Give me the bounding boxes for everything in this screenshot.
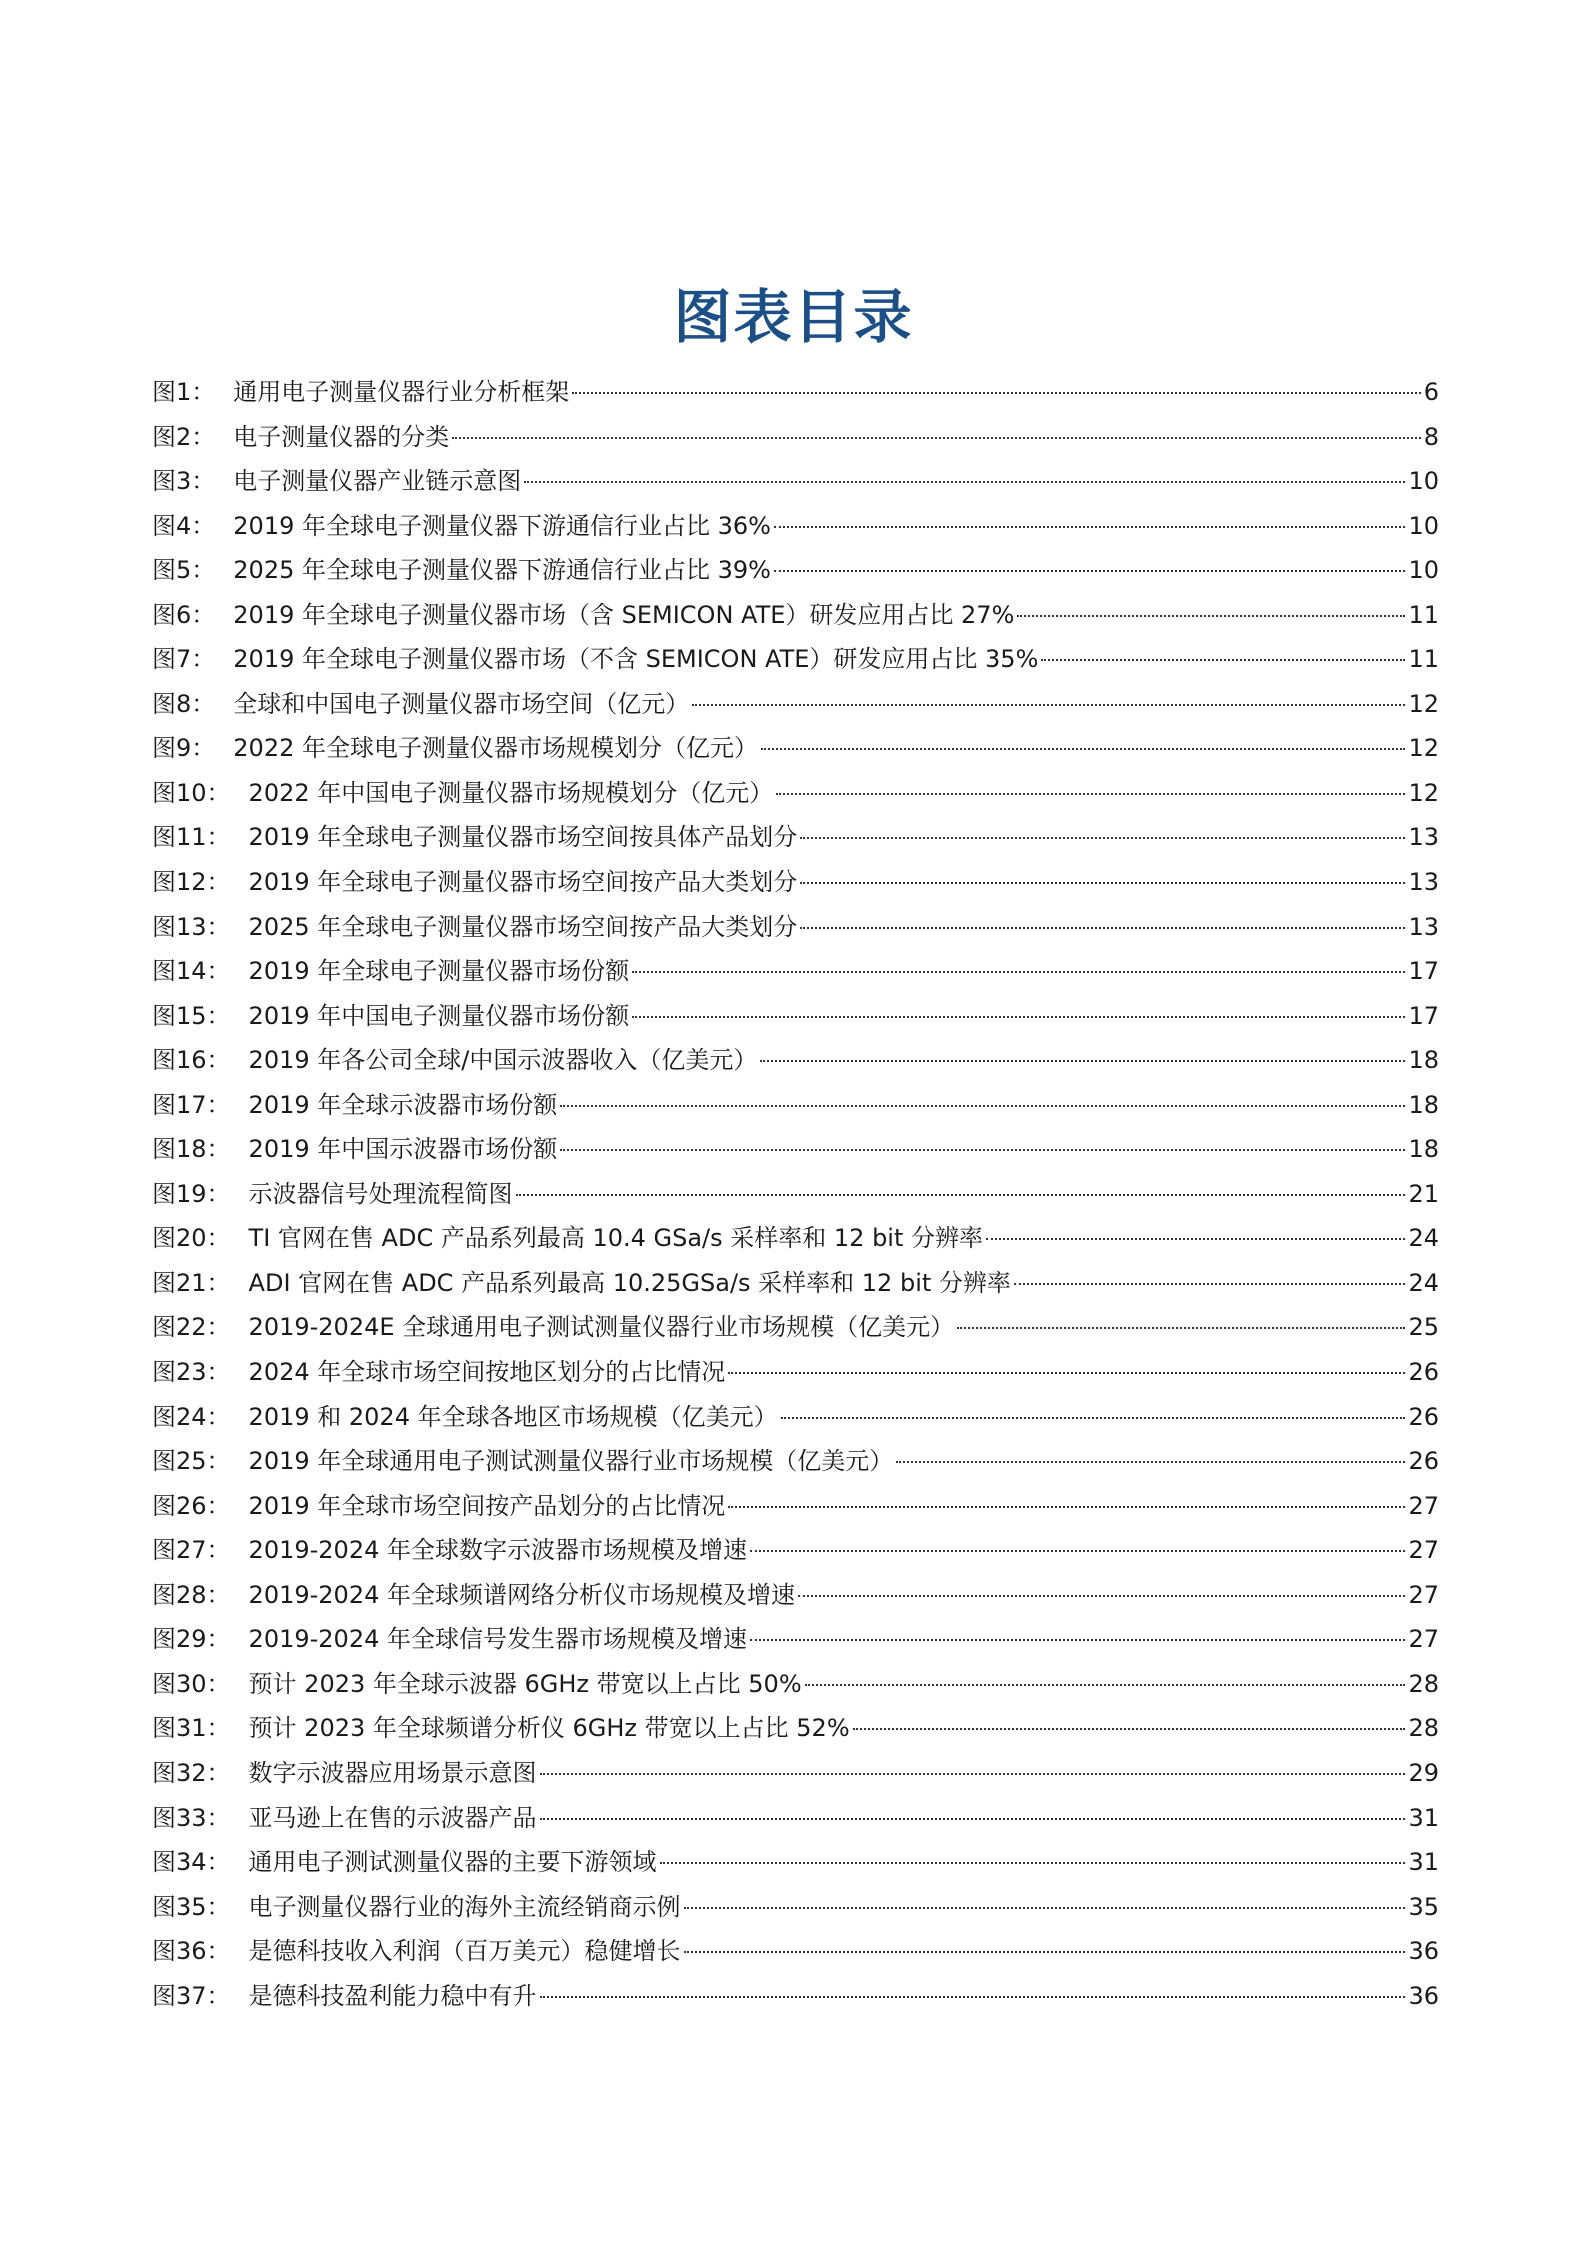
dot-leader (986, 1238, 1405, 1240)
figure-table-of-contents (152, 370, 1439, 2018)
toc-entry-page-number: 12 (1408, 689, 1439, 718)
toc-entry-label: 图15： (152, 1001, 231, 1030)
dot-leader (1014, 1283, 1406, 1285)
toc-entry[interactable] (152, 1127, 1439, 1172)
toc-entry[interactable] (152, 860, 1439, 905)
toc-entry-label: 图13： (152, 912, 231, 941)
toc-entry-title: 通用电子测试测量仪器的主要下游领域 (248, 1848, 657, 1877)
toc-entry-page-number: 8 (1423, 422, 1439, 451)
toc-entry-title: 2019-2024 年全球频谱网络分析仪市场规模及增速 (248, 1580, 795, 1609)
toc-entry-label: 图6： (152, 600, 216, 629)
toc-entry-label: 图10： (152, 778, 231, 807)
toc-entry[interactable] (152, 593, 1439, 638)
toc-entry-page-number: 6 (1423, 378, 1439, 406)
toc-entry[interactable] (152, 548, 1439, 593)
dot-leader (540, 1818, 1406, 1820)
toc-entry[interactable] (152, 1216, 1439, 1261)
toc-entry-label: 图2： (152, 422, 216, 451)
toc-entry[interactable] (152, 1350, 1439, 1395)
toc-entry[interactable] (152, 370, 1439, 415)
toc-entry-label: 图25： (152, 1447, 231, 1476)
toc-entry[interactable] (152, 1617, 1439, 1662)
toc-entry-label: 图34： (152, 1848, 231, 1877)
toc-entry-title: ADI 官网在售 ADC 产品系列最高 10.25GSa/s 采样率和 12 bit 分辨率 (248, 1268, 1011, 1297)
toc-entry-label: 图3： (152, 467, 216, 496)
toc-entry[interactable] (152, 1395, 1439, 1440)
toc-entry-page-number: 27 (1408, 1580, 1439, 1609)
toc-entry-label: 图24： (152, 1402, 231, 1431)
toc-entry-title: TI 官网在售 ADC 产品系列最高 10.4 GSa/s 采样率和 12 bit 分辨率 (248, 1224, 984, 1253)
dot-leader (684, 1907, 1406, 1909)
toc-entry-page-number: 36 (1408, 1981, 1439, 2010)
toc-entry[interactable] (152, 1484, 1439, 1529)
toc-entry-title: 2019 年全球通用电子测试测量仪器行业市场规模（亿美元） (248, 1447, 894, 1476)
toc-entry-page-number: 24 (1408, 1268, 1439, 1297)
toc-entry-title: 2019 年各公司全球/中国示波器收入（亿美元） (248, 1046, 758, 1075)
toc-entry-title: 电子测量仪器行业的海外主流经销商示例 (248, 1892, 681, 1921)
dot-leader (750, 1550, 1405, 1552)
toc-entry[interactable] (152, 1974, 1439, 2019)
dot-leader (805, 1684, 1406, 1686)
toc-entry[interactable] (152, 504, 1439, 549)
toc-entry-page-number: 21 (1408, 1179, 1439, 1208)
dot-leader (750, 1639, 1405, 1641)
dot-leader (540, 1996, 1406, 1998)
toc-entry-page-number: 26 (1408, 1402, 1439, 1431)
toc-entry-title: 是德科技收入利润（百万美元）稳健增长 (248, 1937, 681, 1966)
dot-leader (781, 1417, 1406, 1419)
toc-entry-label: 图16： (152, 1046, 231, 1075)
toc-entry[interactable] (152, 905, 1439, 950)
toc-entry-page-number: 17 (1408, 1001, 1439, 1030)
toc-entry-page-number: 18 (1408, 1046, 1439, 1075)
toc-entry-label: 图26： (152, 1491, 231, 1520)
toc-entry-label: 图33： (152, 1803, 231, 1832)
dot-leader (800, 882, 1405, 884)
dot-leader (800, 927, 1405, 929)
toc-entry-title: 示波器信号处理流程简图 (248, 1179, 513, 1208)
toc-entry-label: 图7： (152, 645, 216, 674)
toc-entry-label: 图21： (152, 1268, 231, 1297)
toc-entry-page-number: 29 (1408, 1758, 1439, 1787)
toc-entry-page-number: 36 (1408, 1937, 1439, 1966)
toc-entry-label: 图19： (152, 1179, 231, 1208)
toc-entry-title: 2019 年全球电子测量仪器市场（不含 SEMICON ATE）研发应用占比 35% (233, 645, 1039, 674)
toc-entry[interactable] (152, 949, 1439, 994)
toc-entry-page-number: 31 (1408, 1803, 1439, 1832)
toc-entry-page-number: 24 (1408, 1224, 1439, 1253)
toc-entry-title: 是德科技盈利能力稳中有升 (248, 1981, 537, 2010)
toc-entry-title: 2025 年全球电子测量仪器下游通信行业占比 39% (233, 556, 771, 585)
toc-entry[interactable] (152, 1929, 1439, 1974)
toc-entry-title: 2025 年全球电子测量仪器市场空间按产品大类划分 (248, 912, 798, 941)
toc-entry-label: 图14： (152, 957, 231, 986)
toc-entry-label: 图32： (152, 1758, 231, 1787)
toc-entry-title: 2019 年全球电子测量仪器市场空间按具体产品划分 (248, 823, 798, 852)
dot-leader (560, 1149, 1405, 1151)
toc-entry-page-number: 13 (1408, 912, 1439, 941)
dot-leader (760, 1060, 1405, 1062)
toc-entry[interactable] (152, 994, 1439, 1039)
toc-entry-label: 图18： (152, 1135, 231, 1164)
toc-entry-page-number: 11 (1408, 600, 1439, 629)
toc-entry[interactable] (152, 1573, 1439, 1618)
toc-entry-label: 图1： (152, 378, 216, 406)
page-title: 图表目录 (673, 282, 914, 351)
toc-entry-label: 图22： (152, 1313, 231, 1342)
toc-entry-page-number: 26 (1408, 1358, 1439, 1387)
toc-entry-page-number: 12 (1408, 778, 1439, 807)
toc-entry-label: 图20： (152, 1224, 231, 1253)
toc-entry-title: 电子测量仪器产业链示意图 (233, 467, 522, 496)
toc-entry-title: 2022 年中国电子测量仪器市场规模划分（亿元） (248, 778, 774, 807)
toc-entry-title: 全球和中国电子测量仪器市场空间（亿元） (233, 689, 690, 718)
toc-entry-title: 2019 年全球电子测量仪器下游通信行业占比 36% (233, 511, 771, 540)
toc-entry[interactable] (152, 1083, 1439, 1128)
dot-leader (1041, 659, 1405, 661)
dot-leader (684, 1951, 1406, 1953)
toc-entry[interactable] (152, 1885, 1439, 1930)
toc-entry[interactable] (152, 1796, 1439, 1841)
toc-entry[interactable] (152, 1439, 1439, 1484)
toc-entry-title: 2019 年全球市场空间按产品划分的占比情况 (248, 1491, 726, 1520)
dot-leader (1017, 615, 1405, 617)
toc-entry-page-number: 26 (1408, 1447, 1439, 1476)
toc-entry[interactable] (152, 459, 1439, 504)
dot-leader (632, 971, 1405, 973)
toc-entry-label: 图36： (152, 1937, 231, 1966)
toc-entry-title: 2019 年全球示波器市场份额 (248, 1090, 558, 1119)
dot-leader (798, 1595, 1405, 1597)
toc-entry[interactable] (152, 682, 1439, 727)
toc-entry[interactable] (152, 1706, 1439, 1751)
dot-leader (452, 437, 1420, 439)
toc-entry-page-number: 12 (1408, 734, 1439, 763)
dot-leader (540, 1773, 1406, 1775)
toc-entry[interactable] (152, 1751, 1439, 1796)
dot-leader (524, 481, 1405, 483)
dot-leader (853, 1728, 1406, 1730)
toc-entry-label: 图8： (152, 689, 216, 718)
dot-leader (560, 1105, 1405, 1107)
toc-entry-label: 图17： (152, 1090, 231, 1119)
toc-entry-page-number: 10 (1408, 467, 1439, 496)
dot-leader (692, 704, 1405, 706)
toc-entry[interactable] (152, 1528, 1439, 1573)
toc-entry-page-number: 11 (1408, 645, 1439, 674)
dot-leader (516, 1194, 1406, 1196)
toc-entry-label: 图37： (152, 1981, 231, 2010)
toc-entry-page-number: 31 (1408, 1848, 1439, 1877)
toc-entry-page-number: 28 (1408, 1714, 1439, 1743)
toc-entry-page-number: 18 (1408, 1135, 1439, 1164)
toc-entry-page-number: 25 (1408, 1313, 1439, 1342)
dot-leader (632, 1016, 1405, 1018)
toc-entry-title: 2019 年中国示波器市场份额 (248, 1135, 558, 1164)
toc-entry-label: 图4： (152, 511, 216, 540)
toc-entry[interactable] (152, 815, 1439, 860)
toc-entry[interactable] (152, 1172, 1439, 1217)
toc-entry-title: 数字示波器应用场景示意图 (248, 1758, 537, 1787)
toc-entry-title: 2019 年全球电子测量仪器市场（含 SEMICON ATE）研发应用占比 27% (233, 600, 1015, 629)
toc-entry[interactable] (152, 1840, 1439, 1885)
toc-entry-label: 图12： (152, 868, 231, 897)
toc-entry-label: 图9： (152, 734, 216, 763)
dot-leader (660, 1862, 1406, 1864)
dot-leader (800, 837, 1405, 839)
toc-entry-page-number: 27 (1408, 1625, 1439, 1654)
toc-entry-title: 2024 年全球市场空间按地区划分的占比情况 (248, 1358, 726, 1387)
toc-entry-page-number: 28 (1408, 1669, 1439, 1698)
toc-entry-page-number: 27 (1408, 1536, 1439, 1565)
dot-leader (957, 1327, 1405, 1329)
toc-entry-label: 图30： (152, 1669, 231, 1698)
toc-entry[interactable] (152, 1662, 1439, 1707)
toc-entry-label: 图29： (152, 1625, 231, 1654)
toc-entry-title: 电子测量仪器的分类 (233, 422, 450, 451)
toc-entry-title: 2019-2024 年全球数字示波器市场规模及增速 (248, 1536, 747, 1565)
toc-entry-label: 图5： (152, 556, 216, 585)
toc-entry[interactable] (152, 1261, 1439, 1306)
toc-entry-title: 2019 年中国电子测量仪器市场份额 (248, 1001, 630, 1030)
toc-entry[interactable] (152, 1305, 1439, 1350)
dot-leader (774, 526, 1405, 528)
toc-entry-page-number: 27 (1408, 1491, 1439, 1520)
toc-entry-title: 预计 2023 年全球示波器 6GHz 带宽以上占比 50% (248, 1669, 802, 1698)
toc-entry[interactable] (152, 415, 1439, 460)
toc-entry-page-number: 17 (1408, 957, 1439, 986)
toc-entry[interactable] (152, 726, 1439, 771)
toc-entry-page-number: 18 (1408, 1090, 1439, 1119)
dot-leader (776, 793, 1405, 795)
toc-entry-label: 图35： (152, 1892, 231, 1921)
toc-entry-label: 图23： (152, 1358, 231, 1387)
toc-entry-page-number: 10 (1408, 556, 1439, 585)
toc-entry-label: 图28： (152, 1580, 231, 1609)
toc-entry-label: 图27： (152, 1536, 231, 1565)
toc-entry-page-number: 13 (1408, 823, 1439, 852)
toc-entry[interactable] (152, 637, 1439, 682)
toc-entry-title: 2019 年全球电子测量仪器市场份额 (248, 957, 630, 986)
toc-entry-page-number: 35 (1408, 1892, 1439, 1921)
toc-entry[interactable] (152, 771, 1439, 816)
toc-entry-title: 2019-2024 年全球信号发生器市场规模及增速 (248, 1625, 747, 1654)
dot-leader (761, 748, 1405, 750)
dot-leader (728, 1506, 1405, 1508)
toc-entry-title: 2019-2024E 全球通用电子测试测量仪器行业市场规模（亿美元） (248, 1313, 955, 1342)
toc-entry-page-number: 10 (1408, 511, 1439, 540)
toc-entry-title: 2019 年全球电子测量仪器市场空间按产品大类划分 (248, 868, 798, 897)
toc-entry-title: 预计 2023 年全球频谱分析仪 6GHz 带宽以上占比 52% (248, 1714, 850, 1743)
dot-leader (896, 1461, 1405, 1463)
toc-entry-title: 亚马逊上在售的示波器产品 (248, 1803, 537, 1832)
toc-entry-title: 通用电子测量仪器行业分析框架 (233, 378, 570, 406)
toc-entry-page-number: 13 (1408, 868, 1439, 897)
toc-entry-label: 图11： (152, 823, 231, 852)
dot-leader (572, 392, 1420, 394)
toc-entry[interactable] (152, 1038, 1439, 1083)
dot-leader (728, 1372, 1405, 1374)
toc-entry-title: 2022 年全球电子测量仪器市场规模划分（亿元） (233, 734, 758, 763)
dot-leader (774, 570, 1405, 572)
toc-entry-label: 图31： (152, 1714, 231, 1743)
toc-entry-title: 2019 和 2024 年全球各地区市场规模（亿美元） (248, 1402, 778, 1431)
